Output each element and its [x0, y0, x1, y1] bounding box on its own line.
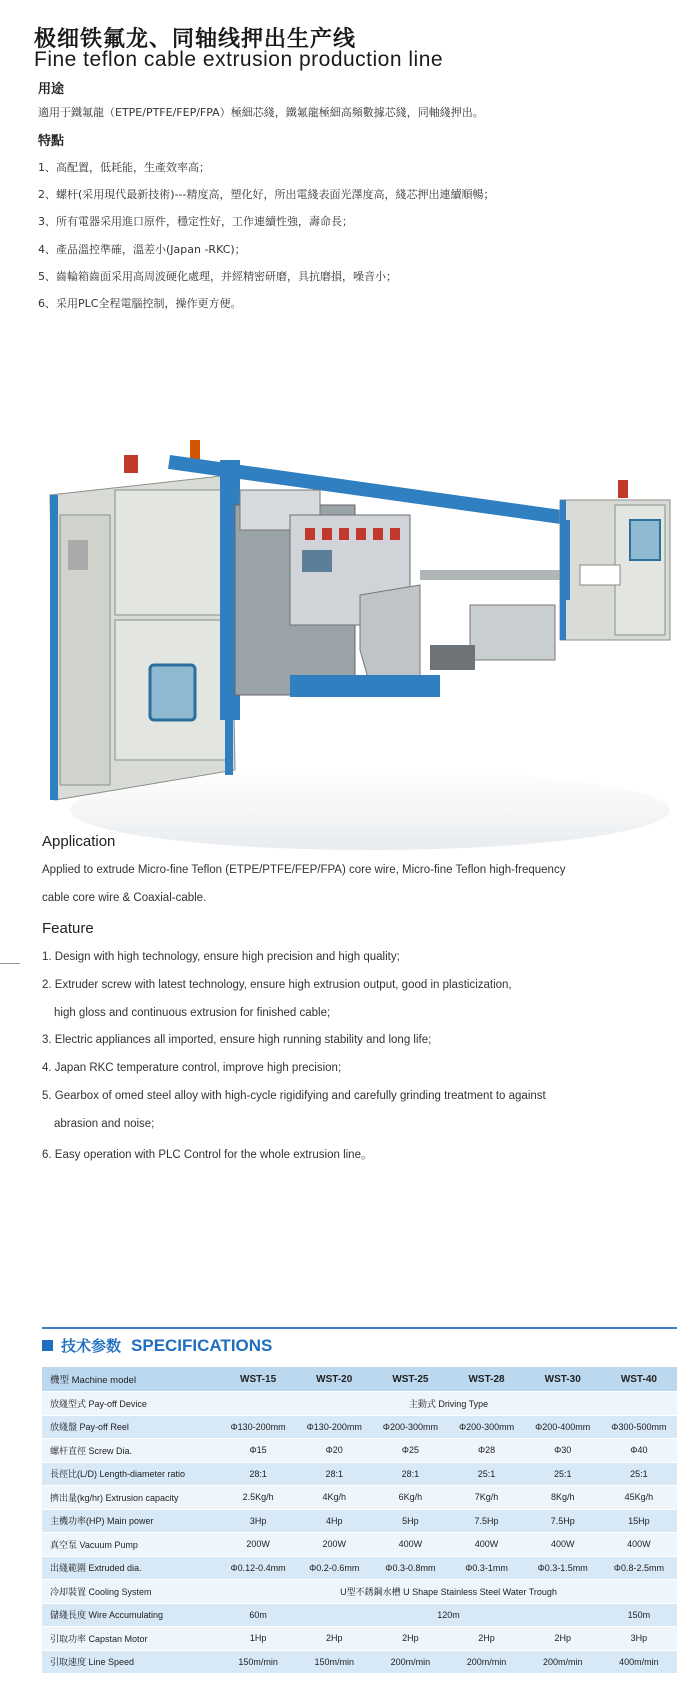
row-label: 出綫範圍 Extruded dia.: [42, 1557, 220, 1580]
model-label: 機型 Machine model: [42, 1367, 220, 1391]
spec-rule: [42, 1327, 677, 1329]
table-row: [42, 1651, 677, 1674]
feature-en-5-cont: abrasion and noise;: [54, 1118, 155, 1130]
table-cell: 400m/min: [601, 1651, 677, 1674]
table-cell: 28:1: [296, 1463, 372, 1486]
table-cell: 200m/min: [448, 1651, 524, 1674]
table-cell: 60m: [220, 1604, 296, 1627]
table-cell: 200W: [220, 1533, 296, 1556]
table-cell: 2Hp: [525, 1627, 601, 1650]
extrusion-line-photo: [40, 420, 680, 870]
row-label: 長徑比(L/D) Length-diameter ratio: [42, 1463, 220, 1486]
table-cell: Φ0.2-0.6mm: [296, 1557, 372, 1580]
model-col: WST-40: [601, 1367, 677, 1391]
table-cell: 25:1: [448, 1463, 524, 1486]
table-cell: 3Hp: [220, 1510, 296, 1533]
table-cell: 200W: [296, 1533, 372, 1556]
row-label: 螺杆直徑 Screw Dia.: [42, 1439, 220, 1462]
table-cell: Φ0.3-1mm: [448, 1557, 524, 1580]
table-row: [42, 1416, 677, 1439]
table-cell: 400W: [372, 1533, 448, 1556]
row-label: 真空泵 Vacuum Pump: [42, 1533, 220, 1556]
table-cell: 150m/min: [220, 1651, 296, 1674]
model-col: WST-28: [448, 1367, 524, 1391]
feature-cn-5: 5、齒輪箱齒面采用高周波硬化處理，并經精密研磨，具抗磨損，噪音小；: [38, 270, 397, 283]
table-cell: Φ200-300mm: [372, 1416, 448, 1439]
model-col: WST-25: [372, 1367, 448, 1391]
table-cell: 2Hp: [296, 1627, 372, 1650]
table-cell: Φ0.3-0.8mm: [372, 1557, 448, 1580]
feature-en-4: 4. Japan RKC temperature control, improve high precision;: [42, 1062, 342, 1074]
table-cell: Φ28: [448, 1439, 524, 1462]
table-cell: Φ40: [601, 1439, 677, 1462]
table-cell: 25:1: [601, 1463, 677, 1486]
table-cell: 4Hp: [296, 1510, 372, 1533]
title-en: Fine teflon cable extrusion production line: [34, 48, 444, 71]
side-mark: [0, 963, 20, 964]
spec-heading-en: SPECIFICATIONS: [131, 1336, 273, 1355]
table-cell: 7Kg/h: [448, 1486, 524, 1509]
table-cell: 2.5Kg/h: [220, 1486, 296, 1509]
feature-cn-6: 6、采用PLC全程電腦控制，操作更方便。: [38, 297, 242, 310]
feature-en-1: 1. Design with high technology, ensure high precision and high quality;: [42, 951, 400, 963]
application-line-1: Applied to extrude Micro-fine Teflon (ETPE/PTFE/FEP/FPA) core wire, Micro-fine Teflon high-frequency: [42, 864, 566, 876]
feature-cn-3: 3、所有電器采用進口原件，穩定性好，工作連續性強，壽命長；: [38, 215, 353, 228]
table-cell: Φ200-400mm: [525, 1416, 601, 1439]
table-cell: Φ15: [220, 1439, 296, 1462]
feature-en-2-cont: high gloss and continuous extrusion for finished cable;: [54, 1007, 331, 1019]
table-cell: Φ0.8-2.5mm: [601, 1557, 677, 1580]
table-cell: 400W: [601, 1533, 677, 1556]
table-cell: U型不銹鋼水槽 U Shape Stainless Steel Water Trough: [220, 1580, 677, 1603]
table-row: [42, 1557, 677, 1580]
table-cell: 28:1: [220, 1463, 296, 1486]
row-label: 儲綫長度 Wire Accumulating: [42, 1604, 220, 1627]
row-label: 擠出量(kg/hr) Extrusion capacity: [42, 1486, 220, 1509]
table-row: [42, 1392, 677, 1415]
table-cell: 150m/min: [296, 1651, 372, 1674]
table-cell: 7.5Hp: [525, 1510, 601, 1533]
row-label: 引取功率 Capstan Motor: [42, 1627, 220, 1650]
table-cell: 28:1: [372, 1463, 448, 1486]
spec-heading: [42, 1335, 272, 1356]
table-cell: Φ20: [296, 1439, 372, 1462]
spec-heading-cn: 技术参数: [61, 1338, 122, 1355]
table-row: [42, 1604, 677, 1627]
table-cell: Φ130-200mm: [296, 1416, 372, 1439]
table-cell: Φ30: [525, 1439, 601, 1462]
spec-table: [42, 1366, 677, 1674]
table-row: [42, 1533, 677, 1556]
table-cell: 主動式 Driving Type: [220, 1392, 677, 1415]
feature-cn-1: 1、高配置，低耗能，生產效率高；: [38, 161, 210, 174]
application-line-2: cable core wire & Coaxial-cable.: [42, 892, 207, 904]
row-label: 放綫盤 Pay-off Reel: [42, 1416, 220, 1439]
table-cell: Φ0.12-0.4mm: [220, 1557, 296, 1580]
table-cell: 45Kg/h: [601, 1486, 677, 1509]
feature-cn-4: 4、產品溫控準確，溫差小(Japan -RKC)；: [38, 243, 246, 256]
table-cell: 120m: [296, 1604, 601, 1627]
features-heading-cn: 特點: [38, 134, 65, 149]
row-label: 放綫型式 Pay-off Device: [42, 1392, 220, 1415]
table-cell: 400W: [525, 1533, 601, 1556]
feature-en-5: 5. Gearbox of omed steel alloy with high-cycle rigidifying and carefully grinding treatment to against: [42, 1090, 546, 1102]
table-row: [42, 1510, 677, 1533]
table-cell: 4Kg/h: [296, 1486, 372, 1509]
table-cell: Φ200-300mm: [448, 1416, 524, 1439]
table-cell: 15Hp: [601, 1510, 677, 1533]
table-cell: 200m/min: [372, 1651, 448, 1674]
table-row: [42, 1463, 677, 1486]
table-cell: Φ300-500mm: [601, 1416, 677, 1439]
feature-cn-2: 2、螺杆(采用現代最新技術)---精度高，塑化好，所出電綫表面光澤度高，綫芯押出連續順暢；: [38, 188, 495, 201]
spec-header-row: [42, 1367, 677, 1391]
table-cell: 150m: [601, 1604, 677, 1627]
table-row: [42, 1486, 677, 1509]
table-row: [42, 1439, 677, 1462]
title-cn: 极细铁氟龙、同轴线押出生产线: [34, 27, 357, 52]
feature-en-6: 6. Easy operation with PLC Control for the whole extrusion line。: [42, 1149, 373, 1161]
table-cell: 25:1: [525, 1463, 601, 1486]
table-cell: 2Hp: [372, 1627, 448, 1650]
table-row: [42, 1580, 677, 1603]
table-cell: Φ0.3-1.5mm: [525, 1557, 601, 1580]
table-cell: 400W: [448, 1533, 524, 1556]
model-col: WST-15: [220, 1367, 296, 1391]
table-cell: 2Hp: [448, 1627, 524, 1650]
feature-en-3: 3. Electric appliances all imported, ensure high running stability and long life;: [42, 1034, 432, 1046]
row-label: 冷却裝置 Cooling System: [42, 1580, 220, 1603]
square-bullet-icon: [42, 1340, 53, 1351]
usage-heading-cn: 用途: [38, 82, 65, 97]
row-label: 主機功率(HP) Main power: [42, 1510, 220, 1533]
table-row: [42, 1627, 677, 1650]
model-col: WST-20: [296, 1367, 372, 1391]
feature-heading: Feature: [42, 920, 94, 937]
feature-en-2: 2. Extruder screw with latest technology, ensure high extrusion output, good in plasticization,: [42, 979, 512, 991]
model-col: WST-30: [525, 1367, 601, 1391]
table-cell: 5Hp: [372, 1510, 448, 1533]
application-heading: Application: [42, 833, 116, 850]
table-cell: 7.5Hp: [448, 1510, 524, 1533]
table-cell: 6Kg/h: [372, 1486, 448, 1509]
table-cell: 8Kg/h: [525, 1486, 601, 1509]
usage-text-cn: 適用于鐵氟龍（ETPE/PTFE/FEP/FPA）極細芯綫，鐵氟龍極細高頻數據芯綫，同軸綫押出。: [38, 106, 484, 119]
row-label: 引取速度 Line Speed: [42, 1651, 220, 1674]
table-cell: 1Hp: [220, 1627, 296, 1650]
table-cell: 200m/min: [525, 1651, 601, 1674]
table-cell: 3Hp: [601, 1627, 677, 1650]
table-cell: Φ130-200mm: [220, 1416, 296, 1439]
table-cell: Φ25: [372, 1439, 448, 1462]
